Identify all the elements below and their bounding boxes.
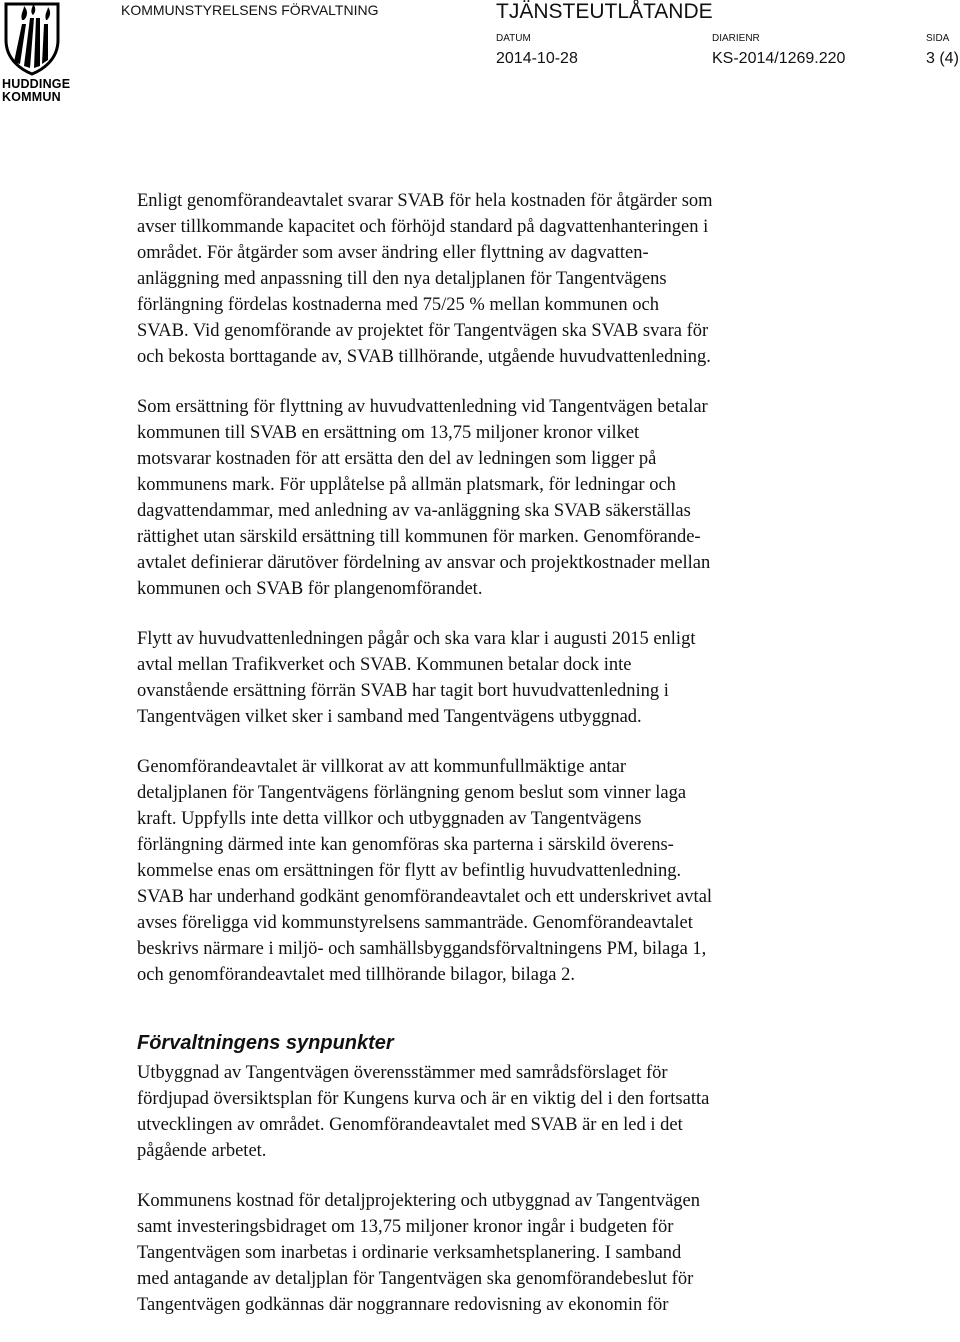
section-heading: Förvaltningens synpunkter [137,1032,394,1054]
department-name: KOMMUNSTYRELSENS FÖRVALTNING [121,2,379,18]
text-line: Flytt av huvudvattenledningen pågår och ska vara klar i augusti 2015 enligt [137,629,696,649]
text-line: med antagande av detaljplan för Tangentvägen ska genomförandebeslut för [137,1269,694,1289]
document-type: TJÄNSTEUTLÅTANDE [496,0,713,23]
text-line: dagvattendammar, med anledning av va-anläggning ska SVAB säkerställas [137,501,691,521]
page-label: SIDA [926,33,950,44]
text-line: avser tillkommande kapacitet och förhöjd standard på dagvattenhanteringen i [137,217,709,237]
text-line: Utbyggnad av Tangentvägen överensstämmer med samrådsförslaget för [137,1063,668,1083]
text-line: fördjupad översiktsplan för Kungens kurva och är en viktig del i den fortsatta [137,1089,710,1109]
text-line: Genomförandeavtalet är villkorat av att kommunfullmäktige antar [137,757,627,777]
body-paragraph [137,394,857,602]
text-line: SVAB har underhand godkänt genomförandeavtalet och ett underskrivet avtal [137,887,713,907]
text-line: avtal mellan Trafikverket och SVAB. Kommunen betalar dock inte [137,655,632,675]
text-line: utvecklingen av området. Genomförandeavtalet med SVAB är en led i det [137,1115,683,1135]
text-line: kommunen till SVAB en ersättning om 13,75 miljoner kronor vilket [137,423,640,443]
document-body [137,188,857,1342]
section-paragraphs [137,1060,857,1318]
date-value: 2014-10-28 [496,50,578,67]
logo-wordmark: HUDDINGE KOMMUN [2,77,71,104]
text-line: Tangentvägen vilket sker i samband med Tangentvägens utbyggnad. [137,707,642,727]
body-paragraph [137,1060,857,1164]
page-number: 3 (4) [926,50,959,67]
date-label: DATUM [496,33,531,44]
text-line: kommunen och SVAB för plangenomförandet. [137,579,483,599]
text-line: kommelse enas om ersättningen för flytt av befintlig huvudvattenledning. [137,861,682,881]
municipality-logo [2,2,71,106]
text-line: förlängning fördelas kostnaderna med 75/25 % mellan kommunen och [137,295,659,315]
text-line: samt investeringsbidraget om 13,75 miljoner kronor ingår i budgeten för [137,1217,674,1237]
text-line: avses föreligga vid kommunstyrelsens sammanträde. Genomförandeavtalet [137,913,693,933]
text-line: detaljplanen för Tangentvägens förlängning genom beslut som vinner laga [137,783,687,803]
text-line: Enligt genomförandeavtalet svarar SVAB för hela kostnaden för åtgärder som [137,191,713,211]
text-line: rättighet utan särskild ersättning till kommunen för marken. Genomförande- [137,527,701,547]
registration-label: DIARIENR [712,33,760,44]
text-line: pågående arbetet. [137,1141,267,1161]
text-line: och bekosta borttagande av, SVAB tillhörande, utgående huvudvattenledning. [137,347,711,367]
body-paragraph [137,1188,857,1318]
text-line: SVAB. Vid genomförande av projektet för Tangentvägen ska SVAB svara för [137,321,709,341]
text-line: ovanstående ersättning förrän SVAB har tagit bort huvudvattenledning i [137,681,669,701]
registration-value: KS-2014/1269.220 [712,50,846,67]
text-line: Tangentvägen godkännas där noggrannare redovisning av ekonomin för [137,1295,669,1315]
text-line: kommunens mark. För upplåtelse på allmän platsmark, för ledningar och [137,475,676,495]
text-line: kraft. Uppfylls inte detta villkor och utbyggnaden av Tangentvägens [137,809,642,829]
text-line: motsvarar kostnaden för att ersätta den del av ledningen som ligger på [137,449,657,469]
text-line: förlängning därmed inte kan genomföras ska parterna i särskild överens- [137,835,674,855]
text-line: och genomförandeavtalet med tillhörande bilagor, bilaga 2. [137,965,575,985]
text-line: området. För åtgärder som avser ändring eller flyttning av dagvatten- [137,243,649,263]
body-paragraph [137,188,857,370]
body-paragraphs [137,188,857,988]
text-line: beskrivs närmare i miljö- och samhällsbyggandsförvaltningens PM, bilaga 1, [137,939,707,959]
text-line: Som ersättning för flyttning av huvudvattenledning vid Tangentvägen betalar [137,397,708,417]
coat-of-arms-icon [2,2,62,76]
body-paragraph [137,626,857,730]
text-line: anläggning med anpassning till den nya detaljplanen för Tangentvägens [137,269,667,289]
body-paragraph [137,754,857,988]
text-line: Kommunens kostnad för detaljprojektering och utbyggnad av Tangentvägen [137,1191,700,1211]
text-line: avtalet definierar därutöver fördelning av ansvar och projektkostnader mellan [137,553,711,573]
text-line: Tangentvägen som inarbetas i ordinarie verksamhetsplanering. I samband [137,1243,682,1263]
